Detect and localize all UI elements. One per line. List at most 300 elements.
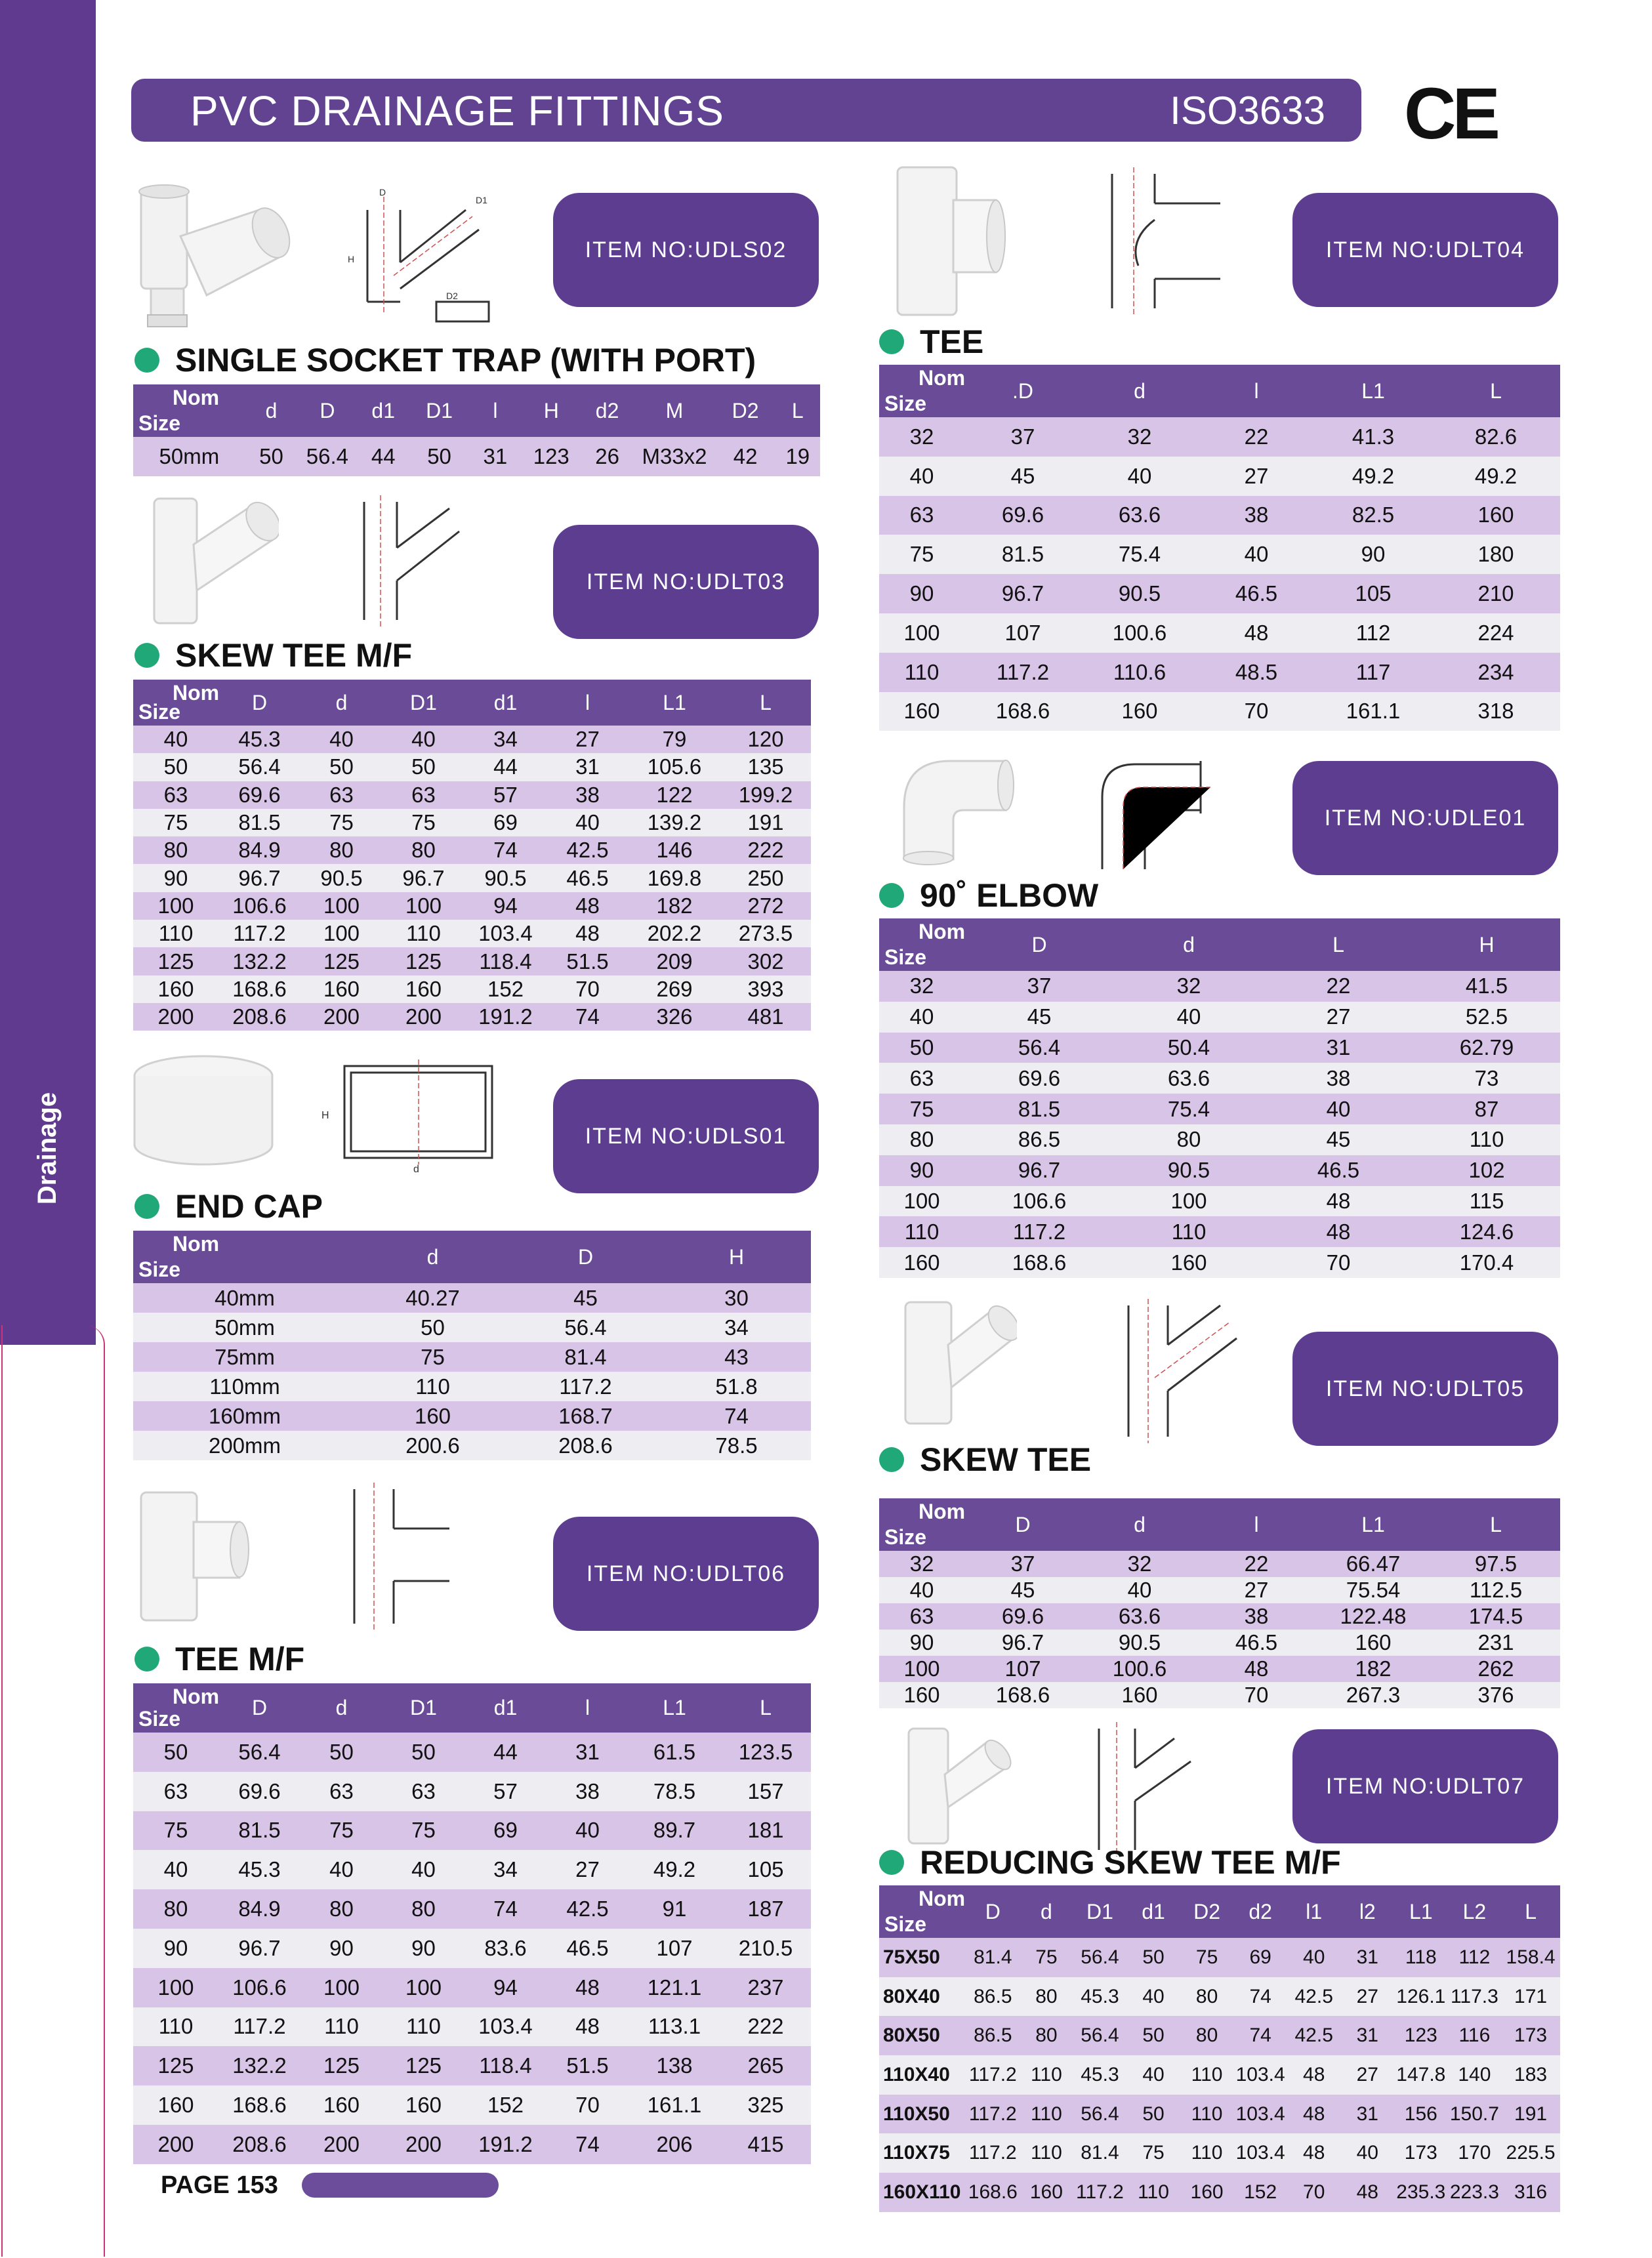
table-cell: 48 xyxy=(547,1968,629,2007)
table-cell: 80 xyxy=(300,1889,382,1929)
table-cell: 38 xyxy=(1198,496,1315,535)
table-cell: 121.1 xyxy=(629,1968,720,2007)
nom-size-header: Nom Size xyxy=(879,918,964,971)
table-cell: M33x2 xyxy=(633,437,715,476)
table-cell: 200 xyxy=(300,2125,382,2164)
column-header: d xyxy=(300,1683,382,1733)
table-cell: 102 xyxy=(1413,1155,1560,1186)
table-row xyxy=(133,1929,811,1968)
table-cell: 160 xyxy=(382,975,465,1003)
item-no-udls01: ITEM NO:UDLS01 xyxy=(553,1079,819,1193)
table-cell: 231 xyxy=(1432,1630,1560,1656)
table-cell: 56.4 xyxy=(218,753,300,781)
table-cell: 272 xyxy=(720,892,811,920)
table-cell: 40 xyxy=(133,1850,218,1889)
table-row xyxy=(133,1313,811,1342)
sidebar-label: Drainage xyxy=(33,1092,62,1204)
column-header: D xyxy=(297,384,357,437)
table-cell: 69.6 xyxy=(964,1603,1081,1630)
table-cell: 69 xyxy=(465,1811,547,1851)
table-row xyxy=(879,1063,1560,1094)
table-cell: 160 xyxy=(879,692,964,731)
table-row xyxy=(879,1002,1560,1033)
table-cell: 160 xyxy=(133,975,218,1003)
column-header: L1 xyxy=(1315,1498,1432,1551)
table-cell: 31 xyxy=(1340,2016,1394,2055)
table-cell: 90.5 xyxy=(300,864,382,892)
table-cell: 50 xyxy=(879,1033,964,1063)
table-cell: 56.4 xyxy=(1073,1938,1127,1977)
table-cell: 160 xyxy=(382,2085,465,2125)
column-header: d1 xyxy=(357,384,409,437)
table-cell: 40 xyxy=(382,726,465,753)
table-cell: 206 xyxy=(629,2125,720,2164)
table-row xyxy=(879,1186,1560,1217)
table-cell: 50.4 xyxy=(1114,1033,1264,1063)
table-cell: 103.4 xyxy=(1233,2055,1287,2095)
table-cell: 115 xyxy=(1413,1186,1560,1217)
table-cell: 69.6 xyxy=(964,1063,1114,1094)
end-cap-table xyxy=(133,1231,811,1460)
table-cell: 50 xyxy=(409,437,469,476)
table-cell: 31 xyxy=(1264,1033,1413,1063)
table-cell: 110 xyxy=(1020,2133,1073,2173)
table-cell: 44 xyxy=(465,753,547,781)
table-cell: 19 xyxy=(775,437,820,476)
table-cell: 171 xyxy=(1501,1977,1560,2017)
item-no-udle01: ITEM NO:UDLE01 xyxy=(1292,761,1558,875)
table-cell: 44 xyxy=(357,437,409,476)
table-row xyxy=(133,836,811,864)
table-cell: 50 xyxy=(1126,1938,1180,1977)
table-cell: 86.5 xyxy=(966,2016,1020,2055)
table-cell: 191 xyxy=(1501,2095,1560,2134)
table-cell: 44 xyxy=(465,1733,547,1772)
table-row xyxy=(879,2173,1560,2212)
table-cell: 160 xyxy=(300,2085,382,2125)
table-cell: 210 xyxy=(1432,574,1560,613)
table-cell: 415 xyxy=(720,2125,811,2164)
table-cell: 87 xyxy=(1413,1094,1560,1124)
skew-tee-table xyxy=(879,1498,1560,1708)
table-cell: 110 xyxy=(1020,2055,1073,2095)
table-row xyxy=(133,1342,811,1372)
table-cell: 107 xyxy=(629,1929,720,1968)
column-header: L1 xyxy=(1315,365,1432,417)
table-cell: 75 xyxy=(1126,2133,1180,2173)
table-cell: 45.3 xyxy=(218,1850,300,1889)
table-cell: 135 xyxy=(720,753,811,781)
table-cell: 81.5 xyxy=(218,809,300,836)
table-cell: 161.1 xyxy=(1315,692,1432,731)
table-cell: 100.6 xyxy=(1081,1656,1198,1682)
column-header: L xyxy=(720,680,811,726)
table-cell: 235.3 xyxy=(1394,2173,1448,2212)
table-row xyxy=(133,1772,811,1811)
table-cell: 80 xyxy=(1020,1977,1073,2017)
table-cell: 63.6 xyxy=(1081,1603,1198,1630)
table-cell: 160 xyxy=(1315,1630,1432,1656)
table-cell: 45 xyxy=(964,1577,1081,1603)
table-cell: 81.5 xyxy=(964,1094,1114,1124)
table-cell: 94 xyxy=(465,892,547,920)
table-cell: 48 xyxy=(1264,1216,1413,1247)
table-cell: 42 xyxy=(716,437,775,476)
table-row xyxy=(133,1372,811,1401)
column-header: D1 xyxy=(409,384,469,437)
table-cell: 62.79 xyxy=(1413,1033,1560,1063)
table-cell: 110 xyxy=(133,2007,218,2047)
bullet-icon xyxy=(879,1447,904,1472)
table-cell: 32 xyxy=(1081,417,1198,457)
table-cell: 100 xyxy=(300,892,382,920)
table-cell: 51.8 xyxy=(662,1372,811,1401)
table-cell: 75 xyxy=(133,809,218,836)
column-header: d1 xyxy=(1126,1885,1180,1938)
column-header: L xyxy=(775,384,820,437)
table-cell: 31 xyxy=(547,753,629,781)
table-cell: 80X40 xyxy=(879,1977,966,2017)
table-cell: 481 xyxy=(720,1003,811,1031)
table-cell: 161.1 xyxy=(629,2085,720,2125)
table-cell: 48 xyxy=(1264,1186,1413,1217)
table-cell: 225.5 xyxy=(1501,2133,1560,2173)
table-cell: 75 xyxy=(300,1811,382,1851)
table-cell: 40 xyxy=(1340,2133,1394,2173)
table-cell: 110 xyxy=(1180,2055,1234,2095)
table-cell: 48 xyxy=(1198,613,1315,653)
table-cell: 75 xyxy=(356,1342,509,1372)
table-cell: 267.3 xyxy=(1315,1682,1432,1708)
table-cell: 209 xyxy=(629,947,720,975)
table-cell: 40 xyxy=(1287,1938,1341,1977)
table-row xyxy=(133,753,811,781)
table-cell: 112 xyxy=(1448,1938,1502,1977)
reducing-skew-tee-drawing xyxy=(1063,1722,1207,1857)
table-cell: 63.6 xyxy=(1114,1063,1264,1094)
table-cell: 124.6 xyxy=(1413,1216,1560,1247)
table-cell: 84.9 xyxy=(218,1889,300,1929)
standard-label: ISO3633 xyxy=(1170,89,1325,133)
column-header: H xyxy=(522,384,581,437)
tee-mf-photo xyxy=(134,1486,249,1627)
column-header: M xyxy=(633,384,715,437)
table-row xyxy=(133,975,811,1003)
table-cell: 168.6 xyxy=(964,692,1081,731)
table-cell: 69.6 xyxy=(964,496,1081,535)
table-cell: 117.2 xyxy=(218,920,300,947)
table-cell: 50mm xyxy=(133,1313,356,1342)
table-cell: 70 xyxy=(1198,692,1315,731)
table-cell: 40 xyxy=(547,1811,629,1851)
column-header: D1 xyxy=(382,1683,465,1733)
table-row xyxy=(879,1216,1560,1247)
table-cell: 32 xyxy=(879,417,964,457)
table-cell: 63 xyxy=(879,1603,964,1630)
table-cell: 100 xyxy=(879,1656,964,1682)
table-cell: 32 xyxy=(879,1551,964,1577)
item-no-udlt04: ITEM NO:UDLT04 xyxy=(1292,193,1558,307)
column-header: D xyxy=(966,1885,1020,1938)
table-row xyxy=(879,971,1560,1002)
svg-text:D: D xyxy=(379,187,386,197)
table-cell: 103.4 xyxy=(1233,2133,1287,2173)
table-cell: 117.2 xyxy=(964,653,1081,692)
table-cell: 90 xyxy=(1315,535,1432,574)
table-cell: 74 xyxy=(1233,2016,1287,2055)
table-row xyxy=(879,496,1560,535)
table-cell: 106.6 xyxy=(218,1968,300,2007)
table-cell: 80 xyxy=(382,836,465,864)
table-cell: 91 xyxy=(629,1889,720,1929)
nom-size-header: Nom Size xyxy=(879,1885,966,1938)
table-cell: 90 xyxy=(879,574,964,613)
table-cell: 81.5 xyxy=(218,1811,300,1851)
table-cell: 41.3 xyxy=(1315,417,1432,457)
column-header: H xyxy=(1413,918,1560,971)
bullet-icon xyxy=(134,348,159,373)
table-cell: 42.5 xyxy=(547,836,629,864)
table-cell: 46.5 xyxy=(1264,1155,1413,1186)
table-cell: 138 xyxy=(629,2046,720,2085)
table-cell: 73 xyxy=(1413,1063,1560,1094)
table-cell: 70 xyxy=(1287,2173,1341,2212)
table-cell: 118.4 xyxy=(465,2046,547,2085)
column-header: D xyxy=(218,680,300,726)
column-header: D1 xyxy=(1073,1885,1127,1938)
column-header: d xyxy=(356,1231,509,1283)
table-cell: 112.5 xyxy=(1432,1577,1560,1603)
table-cell: 22 xyxy=(1198,1551,1315,1577)
table-cell: 96.7 xyxy=(964,574,1081,613)
column-header: H xyxy=(662,1231,811,1283)
column-header: D1 xyxy=(382,680,465,726)
table-cell: 180 xyxy=(1432,535,1560,574)
table-cell: 191.2 xyxy=(465,2125,547,2164)
reducing-skew-tee-photo xyxy=(902,1722,1014,1850)
item-no-udlt03: ITEM NO:UDLT03 xyxy=(553,525,819,639)
table-cell: 45.3 xyxy=(1073,2055,1127,2095)
column-header: L xyxy=(1501,1885,1560,1938)
table-cell: 160 xyxy=(356,1401,509,1431)
table-cell: 168.6 xyxy=(964,1682,1081,1708)
nom-size-header: Nom Size xyxy=(879,365,964,417)
table-row xyxy=(879,574,1560,613)
table-cell: 75 xyxy=(1020,1938,1073,1977)
nom-size-header: Nom Size xyxy=(133,1683,218,1733)
column-header: d xyxy=(1020,1885,1073,1938)
table-cell: 90 xyxy=(382,1929,465,1968)
table-cell: 107 xyxy=(964,1656,1081,1682)
table-cell: 94 xyxy=(465,1968,547,2007)
column-header: d xyxy=(300,680,382,726)
table-cell: 123 xyxy=(522,437,581,476)
table-cell: 125 xyxy=(133,947,218,975)
table-cell: 125 xyxy=(382,947,465,975)
table-cell: 152 xyxy=(1233,2173,1287,2212)
table-cell: 90.5 xyxy=(1081,1630,1198,1656)
table-cell: 110X50 xyxy=(879,2095,966,2134)
table-cell: 316 xyxy=(1501,2173,1560,2212)
table-cell: 150.7 xyxy=(1448,2095,1502,2134)
table-cell: 69 xyxy=(1233,1938,1287,1977)
table-cell: 57 xyxy=(465,781,547,809)
table-cell: 70 xyxy=(1264,1247,1413,1278)
column-header: D2 xyxy=(1180,1885,1234,1938)
table-cell: 200.6 xyxy=(356,1431,509,1460)
elbow-table xyxy=(879,918,1560,1278)
table-cell: 126.1 xyxy=(1394,1977,1448,2017)
table-cell: 81.4 xyxy=(966,1938,1020,1977)
table-cell: 27 xyxy=(1264,1002,1413,1033)
table-cell: 63 xyxy=(133,1772,218,1811)
table-cell: 63.6 xyxy=(1081,496,1198,535)
svg-text:d: d xyxy=(413,1164,419,1175)
column-header: L2 xyxy=(1448,1885,1502,1938)
table-cell: 38 xyxy=(547,781,629,809)
table-cell: 110 xyxy=(300,2007,382,2047)
table-cell: 82.5 xyxy=(1315,496,1432,535)
table-row xyxy=(133,1850,811,1889)
table-cell: 110 xyxy=(1126,2173,1180,2212)
table-cell: 318 xyxy=(1432,692,1560,731)
table-cell: 40 xyxy=(1126,1977,1180,2017)
table-cell: 110X75 xyxy=(879,2133,966,2173)
table-cell: 118.4 xyxy=(465,947,547,975)
table-cell: 100 xyxy=(382,1968,465,2007)
table-cell: 170.4 xyxy=(1413,1247,1560,1278)
table-cell: 38 xyxy=(1264,1063,1413,1094)
table-row xyxy=(133,892,811,920)
table-cell: 63 xyxy=(133,781,218,809)
end-cap-drawing xyxy=(315,1059,505,1178)
table-row xyxy=(879,417,1560,457)
table-row xyxy=(879,2095,1560,2134)
table-cell: 63 xyxy=(879,1063,964,1094)
table-row xyxy=(879,2055,1560,2095)
table-cell: 200 xyxy=(382,2125,465,2164)
table-cell: 74 xyxy=(662,1401,811,1431)
table-cell: 48 xyxy=(547,2007,629,2047)
table-cell: 123 xyxy=(1394,2016,1448,2055)
table-cell: 160 xyxy=(1081,1682,1198,1708)
table-cell: 237 xyxy=(720,1968,811,2007)
table-cell: 117.2 xyxy=(966,2133,1020,2173)
table-cell: 50 xyxy=(382,1733,465,1772)
table-cell: 169.8 xyxy=(629,864,720,892)
table-cell: 40 xyxy=(1126,2055,1180,2095)
table-cell: 139.2 xyxy=(629,809,720,836)
table-cell: 116 xyxy=(1448,2016,1502,2055)
table-cell: 74 xyxy=(547,2125,629,2164)
table-row xyxy=(879,1094,1560,1124)
table-cell: 80 xyxy=(133,836,218,864)
table-cell: 45 xyxy=(964,457,1081,496)
table-cell: 48 xyxy=(547,920,629,947)
table-cell: 86.5 xyxy=(964,1124,1114,1155)
tee-drawing xyxy=(1089,167,1230,315)
table-cell: 56.4 xyxy=(297,437,357,476)
single-socket-trap-drawing xyxy=(341,184,512,328)
table-cell: 112 xyxy=(1315,613,1432,653)
table-cell: 117.2 xyxy=(966,2095,1020,2134)
table-cell: 40 xyxy=(879,1002,964,1033)
column-header: l2 xyxy=(1340,1885,1394,1938)
table-cell: 75 xyxy=(382,809,465,836)
table-row xyxy=(133,1431,811,1460)
table-row xyxy=(879,1656,1560,1682)
table-cell: 34 xyxy=(662,1313,811,1342)
table-cell: 70 xyxy=(547,975,629,1003)
table-row xyxy=(133,920,811,947)
table-row xyxy=(133,781,811,809)
table-row xyxy=(879,1630,1560,1656)
table-cell: 96.7 xyxy=(382,864,465,892)
table-cell: 63 xyxy=(382,781,465,809)
table-row xyxy=(879,1247,1560,1278)
table-cell: 96.7 xyxy=(964,1155,1114,1186)
table-cell: 132.2 xyxy=(218,947,300,975)
table-cell: 31 xyxy=(1340,1938,1394,1977)
nom-size-header: Nom Size xyxy=(133,680,218,726)
column-header: l xyxy=(547,1683,629,1733)
table-cell: 50 xyxy=(300,1733,382,1772)
single-socket-trap-heading: SINGLE SOCKET TRAP (WITH PORT) xyxy=(134,341,756,379)
table-cell: 110 xyxy=(382,2007,465,2047)
table-cell: 376 xyxy=(1432,1682,1560,1708)
table-row xyxy=(879,1033,1560,1063)
column-header: d1 xyxy=(465,1683,547,1733)
table-cell: 110 xyxy=(879,653,964,692)
table-cell: 75 xyxy=(1180,1938,1234,1977)
table-cell: 110mm xyxy=(133,1372,356,1401)
table-cell: 160 xyxy=(1114,1247,1264,1278)
column-header: d xyxy=(245,384,298,437)
table-cell: 50 xyxy=(1126,2016,1180,2055)
table-row xyxy=(133,1733,811,1772)
table-cell: 40 xyxy=(1081,1577,1198,1603)
table-cell: 107 xyxy=(964,613,1081,653)
table-cell: 56.4 xyxy=(1073,2016,1127,2055)
table-cell: 250 xyxy=(720,864,811,892)
table-cell: 173 xyxy=(1394,2133,1448,2173)
bullet-icon xyxy=(134,1194,159,1219)
table-row xyxy=(879,613,1560,653)
skew-tee-heading: SKEW TEE xyxy=(879,1441,1091,1479)
table-cell: 27 xyxy=(1340,1977,1394,2017)
column-header: D xyxy=(964,918,1114,971)
table-cell: 168.6 xyxy=(964,1247,1114,1278)
svg-text:H: H xyxy=(348,254,355,264)
table-cell: 110.6 xyxy=(1081,653,1198,692)
table-cell: 120 xyxy=(720,726,811,753)
column-header: d2 xyxy=(1233,1885,1287,1938)
table-cell: 202.2 xyxy=(629,920,720,947)
table-cell: 80 xyxy=(1020,2016,1073,2055)
column-header: d xyxy=(1081,1498,1198,1551)
table-cell: 160 xyxy=(1020,2173,1073,2212)
table-cell: 63 xyxy=(382,1772,465,1811)
table-cell: 146 xyxy=(629,836,720,864)
table-cell: 46.5 xyxy=(547,1929,629,1968)
table-row xyxy=(133,1968,811,2007)
table-row xyxy=(879,2016,1560,2055)
table-row xyxy=(133,437,820,476)
table-cell: 48 xyxy=(1287,2133,1341,2173)
table-cell: 31 xyxy=(1340,2095,1394,2134)
table-cell: 393 xyxy=(720,975,811,1003)
table-cell: 90 xyxy=(133,1929,218,1968)
